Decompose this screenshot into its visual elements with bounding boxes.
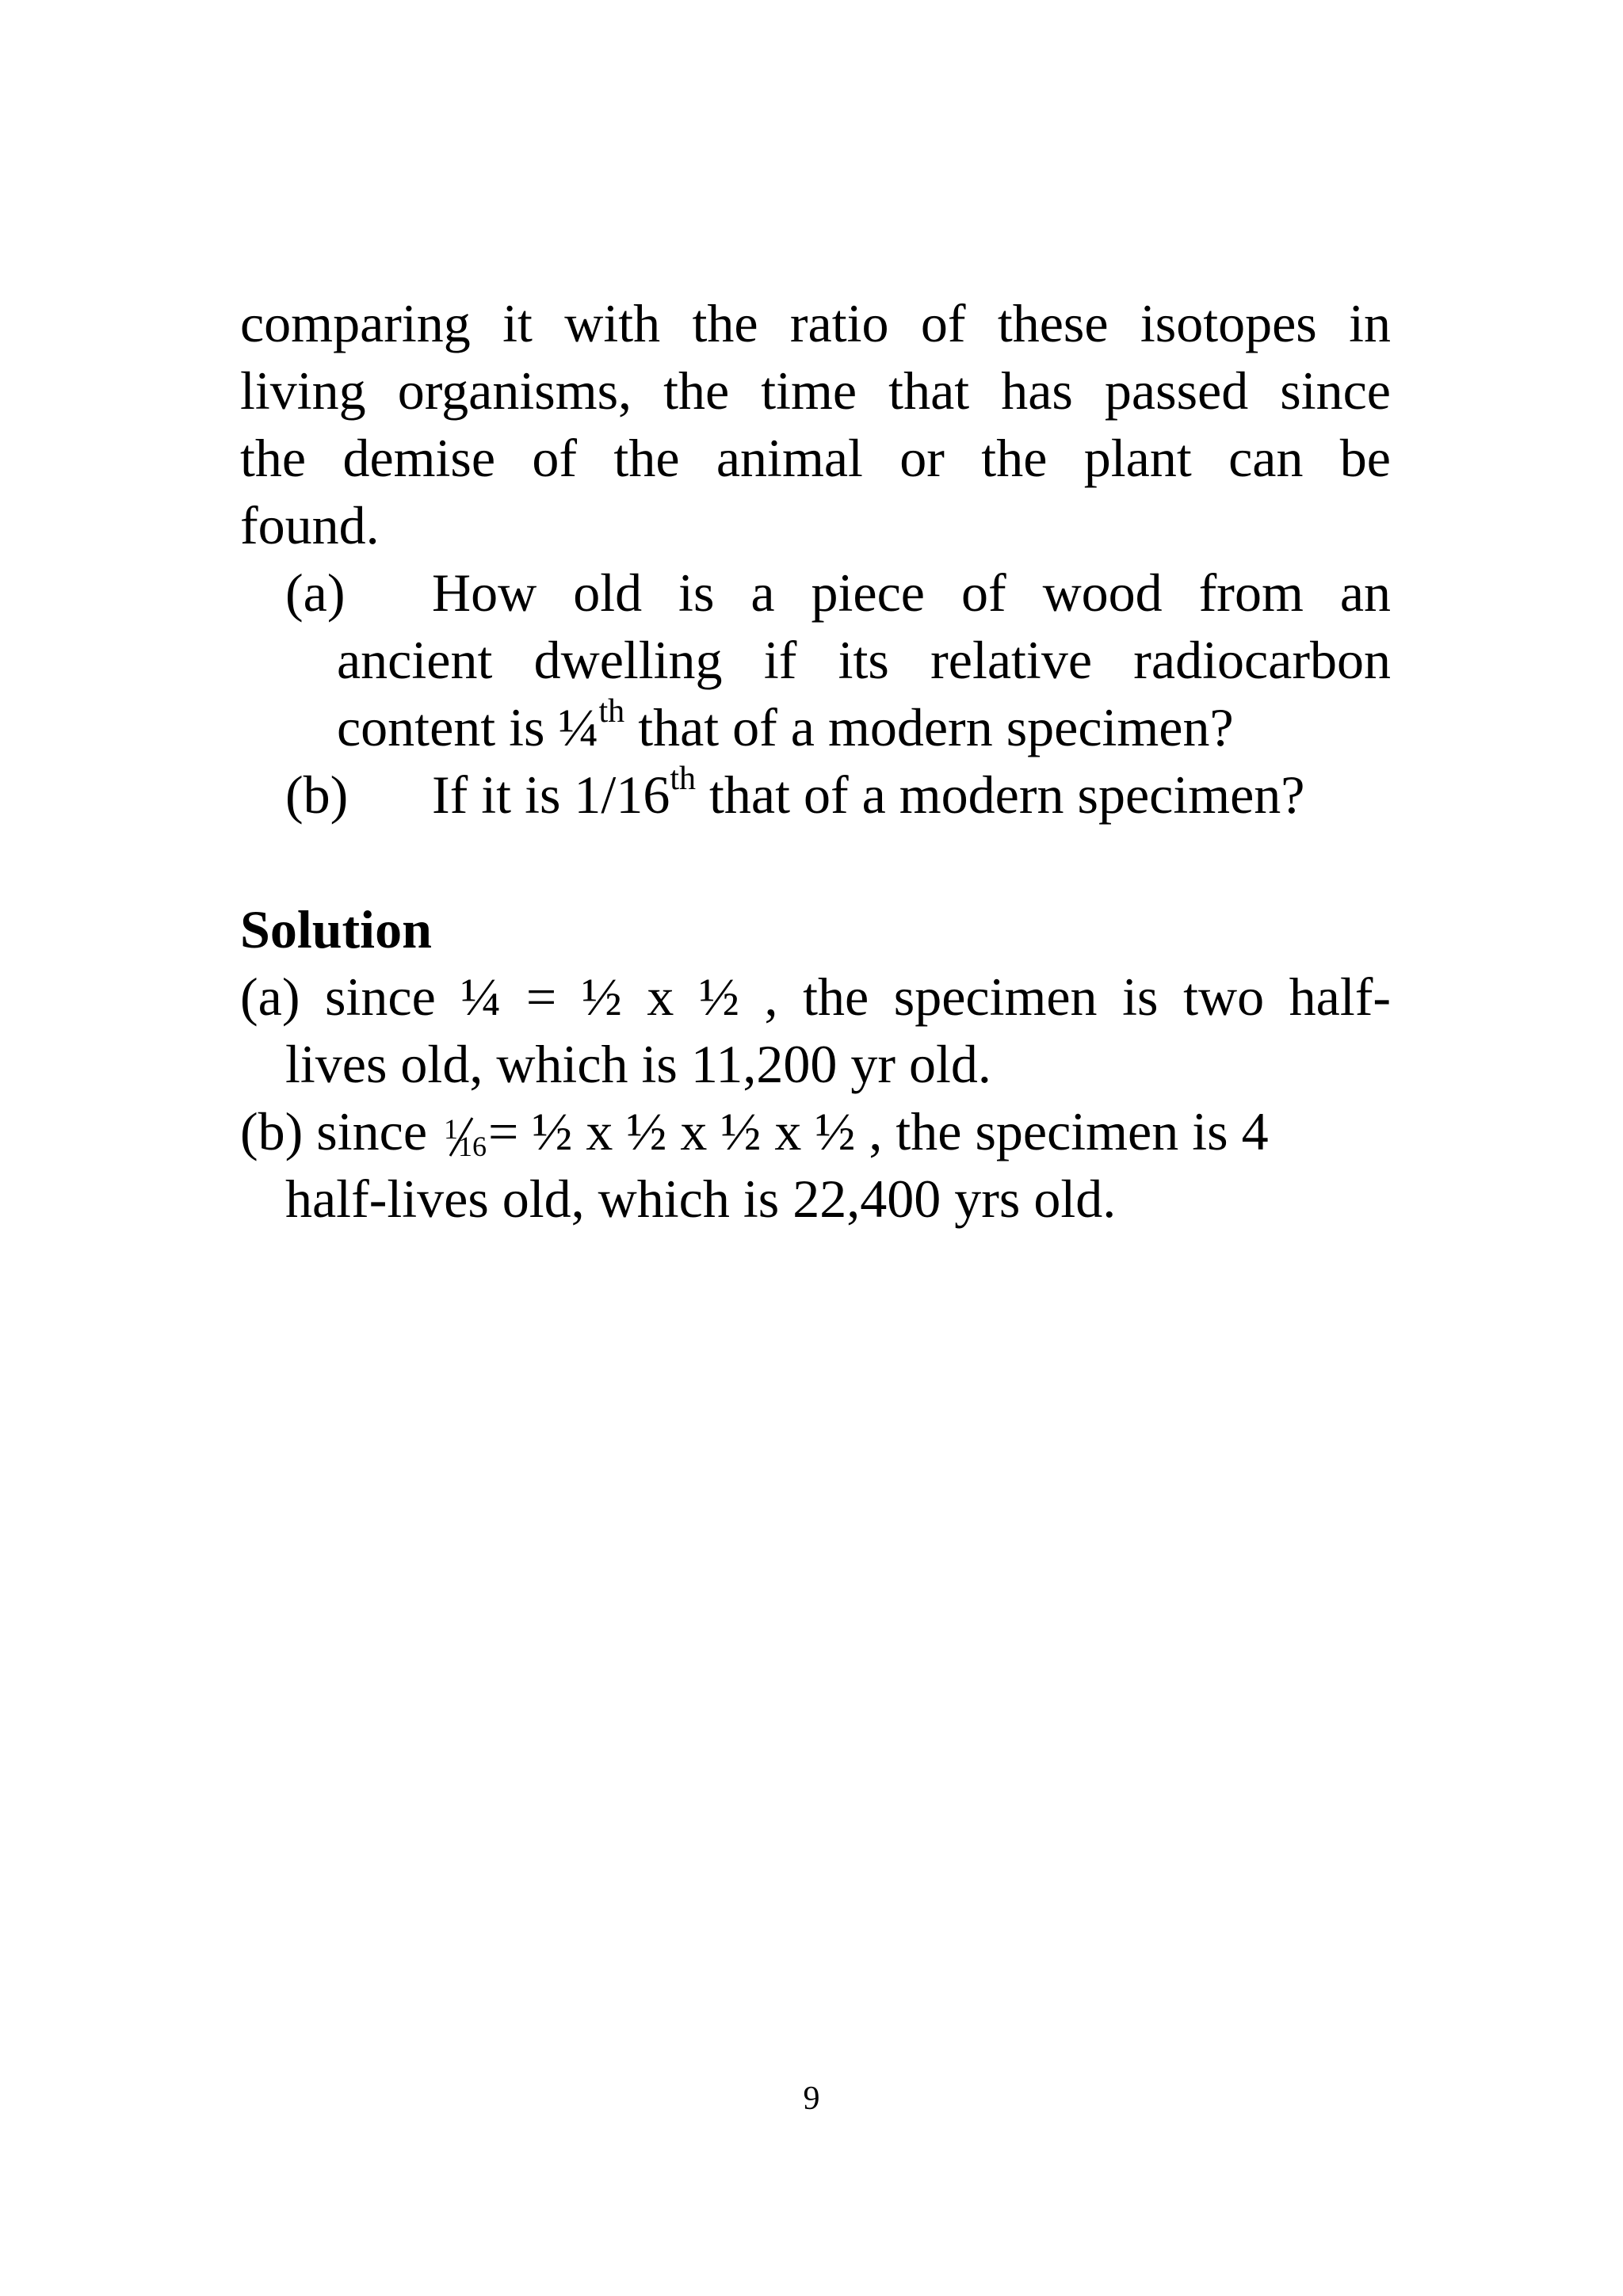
question-a-text: content is ¼ [337,697,599,757]
question-a-marker: (a) [285,563,346,623]
solution-b-text: (b) since [240,1101,441,1161]
question-b-text: If it is 1/16 [432,765,670,825]
page-content [240,290,1391,1233]
question-a-line: ancient dwelling if its relative radiocarbon [337,630,1391,690]
paragraph-line: living organisms, the time that has passed since [240,360,1391,421]
question-a-text: How old is a piece of wood from an [432,563,1391,623]
fraction-denominator: 16 [458,1131,487,1162]
question-a-line [337,694,1391,761]
solution-heading: Solution [240,899,432,959]
paragraph-line: found. [240,495,380,555]
fraction-numerator: 1 [444,1113,459,1145]
question-b-text: that of a modern specimen? [696,765,1305,825]
solution-b-line [240,1098,1391,1165]
question-b-line [285,761,1391,829]
superscript: th [598,693,625,730]
solution-a-line: lives old, which is 11,200 yr old. [285,1034,991,1094]
fraction [441,1112,488,1162]
question-a-text: that of a modern specimen? [624,697,1234,757]
superscript: th [670,761,696,798]
page-number: 9 [803,2081,820,2117]
question-a-line [285,559,1391,627]
paragraph-line: the demise of the animal or the plant can be [240,428,1391,488]
solution-b-text: = ½ x ½ x ½ x ½ , the specimen is 4 [488,1101,1269,1161]
paragraph-line: comparing it with the ratio of these isotopes in [240,293,1391,353]
solution-b-line: half-lives old, which is 22,400 yrs old. [285,1169,1117,1229]
solution-a-line: (a) since ¼ = ½ x ½ , the specimen is two half- [240,967,1391,1027]
question-b-marker: (b) [285,765,349,825]
